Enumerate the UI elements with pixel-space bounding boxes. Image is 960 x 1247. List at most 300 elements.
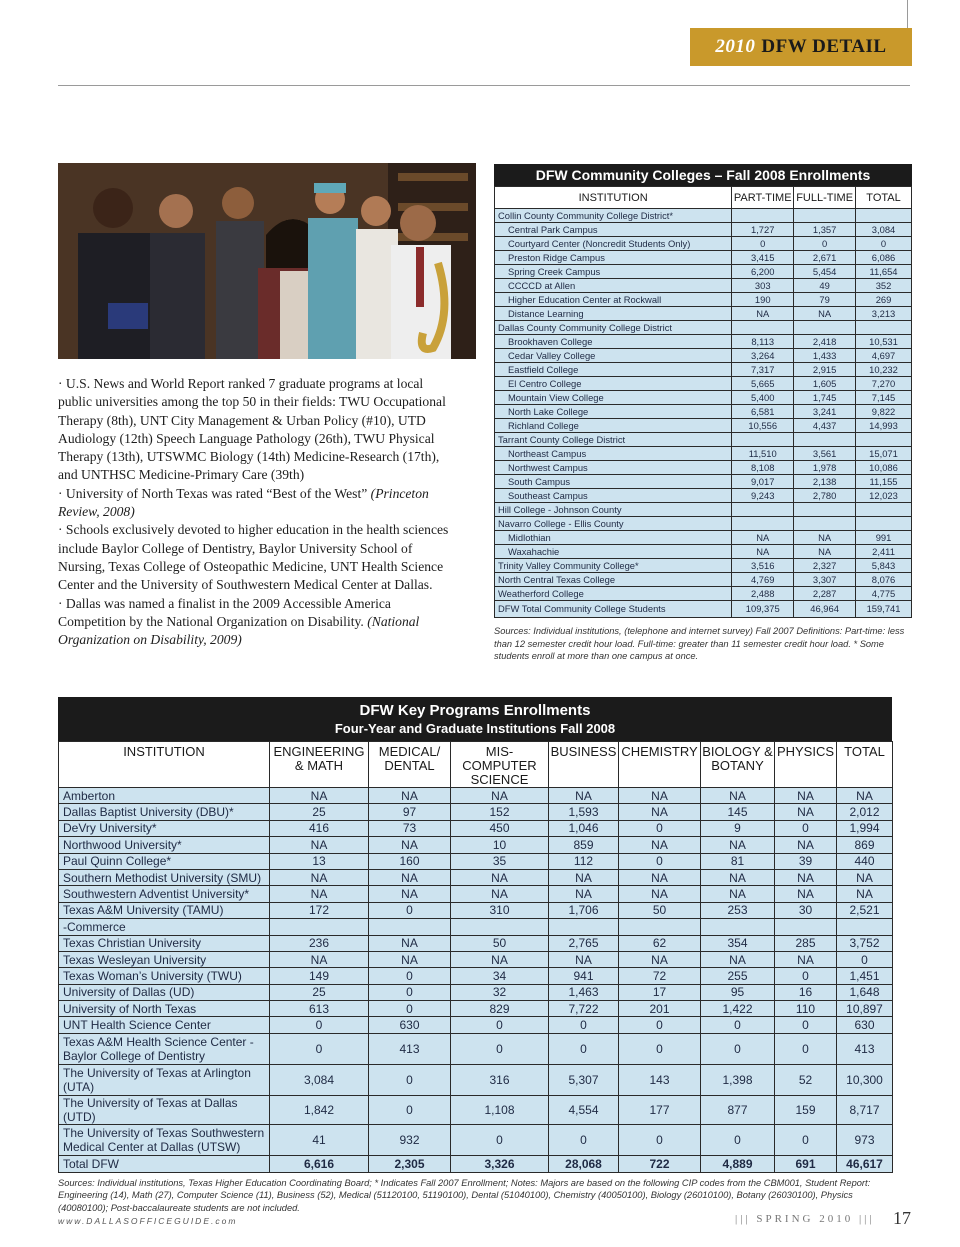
value-cell: 869 xyxy=(837,837,893,853)
key-programs-notes: Sources: Individual institutions, Texas Higher Education Coordinating Board; * Indicates Fall 2007 Enrollment; Notes: Majors are based on the following CIP codes from the CBM001, Student Report: Engineering (14), Math (27), Computer Science (11), Business (52), Medical (51120100, 51190100), Dental (51040100), Chemistry (40050100), Biology (26010100), Botany (26030100), Physics (40080100); Post-baccalaureate students are not included. xyxy=(58,1177,871,1213)
institution-cell: Trinity Valley Community College* xyxy=(495,559,732,573)
highlight-paragraph: · Dallas was named a finalist in the 2009 Accessible America Competition by the National Organization on Disability. (National Organization on Disability, 2009) xyxy=(58,595,420,648)
institution-cell: Texas Christian University xyxy=(59,935,270,951)
table-row xyxy=(495,545,912,559)
value-cell: 3,084 xyxy=(270,1064,369,1095)
value-cell: NA xyxy=(775,951,837,967)
value-cell: 0 xyxy=(701,1033,775,1064)
institution-cell: University of North Texas xyxy=(59,1001,270,1017)
full-time-cell: 79 xyxy=(794,293,856,307)
value-cell: NA xyxy=(549,886,619,902)
value-cell: 13 xyxy=(270,853,369,869)
value-cell: 9 xyxy=(701,820,775,836)
value-cell: 0 xyxy=(619,853,701,869)
value-cell: 25 xyxy=(270,984,369,1000)
highlight-paragraph: · U.S. News and World Report ranked 7 graduate programs at local public universities among the top 50 in their fields: TWU Occupational Therapy (8th), UNT City Management & Urban Policy (#10), UTD Audiology (12th) Speech Language Pathology (26th), TWU Physical Therapy (13th), UTSWMC Biology (14th) Medicine-Research (17th), and UNTHSC Medicine-Primary Care (39th) xyxy=(58,376,446,483)
value-cell xyxy=(837,919,893,935)
table-row xyxy=(59,837,893,853)
part-time-cell xyxy=(732,321,794,335)
full-time-cell: 0 xyxy=(794,237,856,251)
value-cell: 50 xyxy=(451,935,549,951)
institution-cell: UNT Health Science Center xyxy=(59,1017,270,1033)
table-row xyxy=(495,531,912,545)
value-cell: 1,842 xyxy=(270,1095,369,1124)
table-row xyxy=(495,559,912,573)
value-cell: 0 xyxy=(775,1033,837,1064)
col-header: MIS-COMPUTER SCIENCE xyxy=(451,742,549,788)
value-cell: 691 xyxy=(775,1155,837,1172)
value-cell: 2,305 xyxy=(369,1155,451,1172)
value-cell: 152 xyxy=(451,804,549,820)
value-cell: 2,521 xyxy=(837,902,893,918)
institution-cell: Collin County Community College District* xyxy=(495,209,732,223)
full-time-cell: NA xyxy=(794,545,856,559)
value-cell: 35 xyxy=(451,853,549,869)
value-cell: NA xyxy=(775,837,837,853)
total-cell: 5,843 xyxy=(856,559,912,573)
institution-cell: North Central Texas College xyxy=(495,573,732,587)
total-cell xyxy=(856,517,912,531)
value-cell: 1,463 xyxy=(549,984,619,1000)
value-cell xyxy=(619,919,701,935)
value-cell: 630 xyxy=(837,1017,893,1033)
value-cell xyxy=(549,919,619,935)
part-time-cell: NA xyxy=(732,545,794,559)
value-cell: 4,889 xyxy=(701,1155,775,1172)
institution-cell: Texas Woman’s University (TWU) xyxy=(59,968,270,984)
full-time-cell: NA xyxy=(794,307,856,321)
value-cell: NA xyxy=(701,837,775,853)
value-cell: 1,108 xyxy=(451,1095,549,1124)
value-cell: 81 xyxy=(701,853,775,869)
value-cell: 10 xyxy=(451,837,549,853)
institution-cell: Texas A&M University (TAMU) xyxy=(59,902,270,918)
value-cell: 34 xyxy=(451,968,549,984)
table-row xyxy=(495,223,912,237)
part-time-cell: 4,769 xyxy=(732,573,794,587)
part-time-cell: 8,113 xyxy=(732,335,794,349)
value-cell: 0 xyxy=(451,1124,549,1155)
full-time-cell: 2,418 xyxy=(794,335,856,349)
part-time-cell: NA xyxy=(732,531,794,545)
value-cell: 16 xyxy=(775,984,837,1000)
full-time-cell: 1,978 xyxy=(794,461,856,475)
value-cell: 6,616 xyxy=(270,1155,369,1172)
value-cell: 1,593 xyxy=(549,804,619,820)
value-cell: 0 xyxy=(619,1017,701,1033)
institution-cell: Tarrant County College District xyxy=(495,433,732,447)
institution-cell: Navarro College - Ellis County xyxy=(495,517,732,531)
value-cell: NA xyxy=(775,788,837,804)
value-cell: 2,765 xyxy=(549,935,619,951)
total-cell: 7,145 xyxy=(856,391,912,405)
full-time-cell xyxy=(794,209,856,223)
value-cell: 95 xyxy=(701,984,775,1000)
institution-cell: The University of Texas at Arlington (UTA) xyxy=(59,1064,270,1095)
institution-cell: Midlothian xyxy=(495,531,732,545)
institution-cell: Total DFW xyxy=(59,1155,270,1172)
part-time-cell: 6,200 xyxy=(732,265,794,279)
part-time-cell xyxy=(732,517,794,531)
total-cell: 10,086 xyxy=(856,461,912,475)
value-cell: 4,554 xyxy=(549,1095,619,1124)
value-cell: NA xyxy=(549,788,619,804)
value-cell: 0 xyxy=(549,1033,619,1064)
value-cell: 62 xyxy=(619,935,701,951)
part-time-cell: 109,375 xyxy=(732,601,794,618)
footer-season: ||| SPRING 2010 ||| xyxy=(735,1213,875,1225)
table-row xyxy=(59,820,893,836)
total-cell xyxy=(856,209,912,223)
value-cell: 0 xyxy=(451,1017,549,1033)
value-cell: NA xyxy=(369,935,451,951)
col-header: INSTITUTION xyxy=(495,187,732,209)
institution-cell: Dallas Baptist University (DBU)* xyxy=(59,804,270,820)
institution-cell: Northwest Campus xyxy=(495,461,732,475)
total-cell: 11,155 xyxy=(856,475,912,489)
table-row xyxy=(495,405,912,419)
total-cell: 269 xyxy=(856,293,912,307)
value-cell: 255 xyxy=(701,968,775,984)
value-cell: NA xyxy=(369,951,451,967)
col-header: PHYSICS xyxy=(775,742,837,788)
table-row xyxy=(495,209,912,223)
institution-cell: DeVry University* xyxy=(59,820,270,836)
key-programs-title: DFW Key Programs Enrollments xyxy=(359,702,591,719)
value-cell: 8,717 xyxy=(837,1095,893,1124)
value-cell: 0 xyxy=(775,1017,837,1033)
value-cell: 110 xyxy=(775,1001,837,1017)
table-row xyxy=(495,489,912,503)
total-cell: 9,822 xyxy=(856,405,912,419)
value-cell: 0 xyxy=(775,820,837,836)
value-cell: 50 xyxy=(619,902,701,918)
value-cell: 630 xyxy=(369,1017,451,1033)
table-row xyxy=(495,335,912,349)
table-row xyxy=(59,919,893,935)
full-time-cell: 49 xyxy=(794,279,856,293)
value-cell: 0 xyxy=(451,1033,549,1064)
value-cell: 1,398 xyxy=(701,1064,775,1095)
value-cell: NA xyxy=(837,886,893,902)
community-colleges-title: DFW Community Colleges – Fall 2008 Enrollments xyxy=(494,164,912,186)
value-cell: NA xyxy=(451,788,549,804)
value-cell: 1,451 xyxy=(837,968,893,984)
institution-cell: Texas A&M Health Science Center - Baylor College of Dentistry xyxy=(59,1033,270,1064)
value-cell: NA xyxy=(701,951,775,967)
full-time-cell: NA xyxy=(794,531,856,545)
value-cell: 17 xyxy=(619,984,701,1000)
value-cell: NA xyxy=(837,788,893,804)
col-header: BIOLOGY & BOTANY xyxy=(701,742,775,788)
institution-cell: Texas Wesleyan University xyxy=(59,951,270,967)
table-row xyxy=(495,265,912,279)
total-cell xyxy=(856,503,912,517)
table-row xyxy=(495,251,912,265)
institution-cell: Distance Learning xyxy=(495,307,732,321)
total-cell: 6,086 xyxy=(856,251,912,265)
value-cell: NA xyxy=(619,788,701,804)
key-programs-grid xyxy=(58,741,893,1173)
full-time-cell xyxy=(794,503,856,517)
value-cell: 0 xyxy=(775,1124,837,1155)
community-colleges-table xyxy=(494,164,912,663)
value-cell: 7,722 xyxy=(549,1001,619,1017)
part-time-cell: 11,510 xyxy=(732,447,794,461)
value-cell: 25 xyxy=(270,804,369,820)
value-cell: NA xyxy=(451,886,549,902)
value-cell: 413 xyxy=(837,1033,893,1064)
value-cell: 72 xyxy=(619,968,701,984)
col-header: TOTAL xyxy=(837,742,893,788)
full-time-cell: 3,241 xyxy=(794,405,856,419)
section-badge-year: 2010 xyxy=(715,36,756,57)
full-time-cell: 4,437 xyxy=(794,419,856,433)
total-cell: 8,076 xyxy=(856,573,912,587)
total-cell: 10,232 xyxy=(856,363,912,377)
institution-cell: University of Dallas (UD) xyxy=(59,984,270,1000)
key-programs-title-block xyxy=(58,697,892,741)
value-cell: 0 xyxy=(369,1064,451,1095)
value-cell: 10,300 xyxy=(837,1064,893,1095)
footer-website: www.DALLASOFFICEGUIDE.com xyxy=(58,1216,238,1226)
value-cell: 52 xyxy=(775,1064,837,1095)
value-cell: NA xyxy=(619,837,701,853)
highlight-paragraph: · Schools exclusively devoted to higher education in the health sciences include Baylor College of Dentistry, Baylor University School of Nursing, Texas College of Osteopathic Medicine, UNT Health Science Center and the University of Southwestern Medical Center at Dallas. xyxy=(58,522,449,593)
total-cell: 12,023 xyxy=(856,489,912,503)
highlights-text xyxy=(58,375,458,649)
total-row xyxy=(59,1155,893,1172)
total-row xyxy=(495,601,912,618)
part-time-cell: 0 xyxy=(732,237,794,251)
table-row xyxy=(59,1001,893,1017)
value-cell: NA xyxy=(619,951,701,967)
institution-cell: Hill College - Johnson County xyxy=(495,503,732,517)
part-time-cell: 9,017 xyxy=(732,475,794,489)
table-row xyxy=(495,321,912,335)
value-cell: 160 xyxy=(369,853,451,869)
col-header: CHEMISTRY xyxy=(619,742,701,788)
table-row xyxy=(59,804,893,820)
total-cell: 4,697 xyxy=(856,349,912,363)
table-row xyxy=(59,788,893,804)
value-cell: 1,648 xyxy=(837,984,893,1000)
part-time-cell: 8,108 xyxy=(732,461,794,475)
table-row xyxy=(495,475,912,489)
value-cell: 0 xyxy=(369,902,451,918)
value-cell: 0 xyxy=(837,951,893,967)
value-cell: NA xyxy=(270,837,369,853)
value-cell: 941 xyxy=(549,968,619,984)
table-row xyxy=(495,587,912,601)
table-row xyxy=(59,1033,893,1064)
institution-cell: Higher Education Center at Rockwall xyxy=(495,293,732,307)
value-cell: 829 xyxy=(451,1001,549,1017)
institution-cell: DFW Total Community College Students xyxy=(495,601,732,618)
institution-cell: Cedar Valley College xyxy=(495,349,732,363)
full-time-cell: 2,138 xyxy=(794,475,856,489)
table-row xyxy=(495,363,912,377)
value-cell: 145 xyxy=(701,804,775,820)
value-cell: 149 xyxy=(270,968,369,984)
total-cell: 0 xyxy=(856,237,912,251)
value-cell: 97 xyxy=(369,804,451,820)
col-header: BUSINESS xyxy=(549,742,619,788)
value-cell: 3,752 xyxy=(837,935,893,951)
header-rule xyxy=(58,85,910,86)
part-time-cell: 3,415 xyxy=(732,251,794,265)
total-cell: 159,741 xyxy=(856,601,912,618)
value-cell: 0 xyxy=(270,1017,369,1033)
key-programs-table xyxy=(58,697,892,1214)
value-cell: NA xyxy=(369,837,451,853)
institution-cell: Southern Methodist University (SMU) xyxy=(59,869,270,885)
value-cell: NA xyxy=(369,869,451,885)
table-row xyxy=(59,853,893,869)
part-time-cell: 303 xyxy=(732,279,794,293)
institution-cell: Waxahachie xyxy=(495,545,732,559)
full-time-cell xyxy=(794,321,856,335)
value-cell xyxy=(270,919,369,935)
institution-cell: Paul Quinn College* xyxy=(59,853,270,869)
part-time-cell xyxy=(732,209,794,223)
table-row xyxy=(59,1124,893,1155)
value-cell: 30 xyxy=(775,902,837,918)
value-cell: 877 xyxy=(701,1095,775,1124)
value-cell: 613 xyxy=(270,1001,369,1017)
value-cell: 932 xyxy=(369,1124,451,1155)
part-time-cell: 7,317 xyxy=(732,363,794,377)
value-cell: 0 xyxy=(549,1124,619,1155)
total-cell: 7,270 xyxy=(856,377,912,391)
table-row xyxy=(495,447,912,461)
value-cell: 440 xyxy=(837,853,893,869)
total-cell: 14,993 xyxy=(856,419,912,433)
table-row xyxy=(495,279,912,293)
full-time-cell: 46,964 xyxy=(794,601,856,618)
value-cell: 32 xyxy=(451,984,549,1000)
part-time-cell: 1,727 xyxy=(732,223,794,237)
table-row xyxy=(59,869,893,885)
part-time-cell: 2,488 xyxy=(732,587,794,601)
value-cell: NA xyxy=(451,869,549,885)
value-cell xyxy=(701,919,775,935)
value-cell: 159 xyxy=(775,1095,837,1124)
institution-cell: Richland College xyxy=(495,419,732,433)
value-cell: NA xyxy=(270,951,369,967)
part-time-cell: 9,243 xyxy=(732,489,794,503)
col-header: FULL-TIME xyxy=(794,187,856,209)
table-row xyxy=(495,461,912,475)
institution-cell: Eastfield College xyxy=(495,363,732,377)
value-cell: 236 xyxy=(270,935,369,951)
value-cell: 0 xyxy=(701,1017,775,1033)
institution-cell: Brookhaven College xyxy=(495,335,732,349)
table-row xyxy=(495,503,912,517)
value-cell: 2,012 xyxy=(837,804,893,820)
total-cell: 4,775 xyxy=(856,587,912,601)
value-cell: NA xyxy=(549,951,619,967)
value-cell: NA xyxy=(701,788,775,804)
institution-cell: The University of Texas at Dallas (UTD) xyxy=(59,1095,270,1124)
full-time-cell: 5,454 xyxy=(794,265,856,279)
institution-cell: Northeast Campus xyxy=(495,447,732,461)
col-header: ENGINEERING & MATH xyxy=(270,742,369,788)
part-time-cell: 3,516 xyxy=(732,559,794,573)
value-cell: 1,046 xyxy=(549,820,619,836)
value-cell xyxy=(775,919,837,935)
value-cell: 0 xyxy=(369,1001,451,1017)
col-header: MEDICAL/ DENTAL xyxy=(369,742,451,788)
value-cell xyxy=(451,919,549,935)
value-cell: 0 xyxy=(619,1033,701,1064)
value-cell: NA xyxy=(837,869,893,885)
col-header: TOTAL xyxy=(856,187,912,209)
value-cell: 143 xyxy=(619,1064,701,1095)
table-row xyxy=(59,1095,893,1124)
institution-cell: Central Park Campus xyxy=(495,223,732,237)
table-row xyxy=(495,419,912,433)
total-cell xyxy=(856,321,912,335)
value-cell: 1,994 xyxy=(837,820,893,836)
full-time-cell: 3,561 xyxy=(794,447,856,461)
total-cell: 3,213 xyxy=(856,307,912,321)
section-badge xyxy=(690,28,912,66)
total-cell xyxy=(856,433,912,447)
table-row xyxy=(495,293,912,307)
part-time-cell: 190 xyxy=(732,293,794,307)
value-cell: 0 xyxy=(369,1095,451,1124)
institution-cell: Dallas County Community College District xyxy=(495,321,732,335)
institution-cell: Northwood University* xyxy=(59,837,270,853)
table-row xyxy=(495,573,912,587)
value-cell: 5,307 xyxy=(549,1064,619,1095)
value-cell: 73 xyxy=(369,820,451,836)
value-cell: 0 xyxy=(701,1124,775,1155)
full-time-cell xyxy=(794,433,856,447)
value-cell: 28,068 xyxy=(549,1155,619,1172)
institution-cell: Southeast Campus xyxy=(495,489,732,503)
table-row xyxy=(59,1064,893,1095)
value-cell: NA xyxy=(619,869,701,885)
full-time-cell: 3,307 xyxy=(794,573,856,587)
community-colleges-grid xyxy=(494,186,912,618)
institution-cell: North Lake College xyxy=(495,405,732,419)
value-cell: 177 xyxy=(619,1095,701,1124)
value-cell: 0 xyxy=(619,820,701,836)
institution-cell: Southwestern Adventist University* xyxy=(59,886,270,902)
value-cell: NA xyxy=(775,804,837,820)
institution-cell: CCCCD at Allen xyxy=(495,279,732,293)
table-row xyxy=(59,886,893,902)
value-cell: 1,706 xyxy=(549,902,619,918)
table-row xyxy=(495,237,912,251)
page-number: 17 xyxy=(893,1208,911,1228)
value-cell: 354 xyxy=(701,935,775,951)
value-cell: NA xyxy=(701,886,775,902)
total-cell: 11,654 xyxy=(856,265,912,279)
full-time-cell: 2,671 xyxy=(794,251,856,265)
institution-cell: -Commerce xyxy=(59,919,270,935)
total-cell: 10,531 xyxy=(856,335,912,349)
value-cell: 285 xyxy=(775,935,837,951)
students-photo xyxy=(58,163,476,359)
table-row xyxy=(495,307,912,321)
total-cell: 2,411 xyxy=(856,545,912,559)
value-cell: 0 xyxy=(270,1033,369,1064)
part-time-cell: NA xyxy=(732,307,794,321)
table-row xyxy=(495,391,912,405)
